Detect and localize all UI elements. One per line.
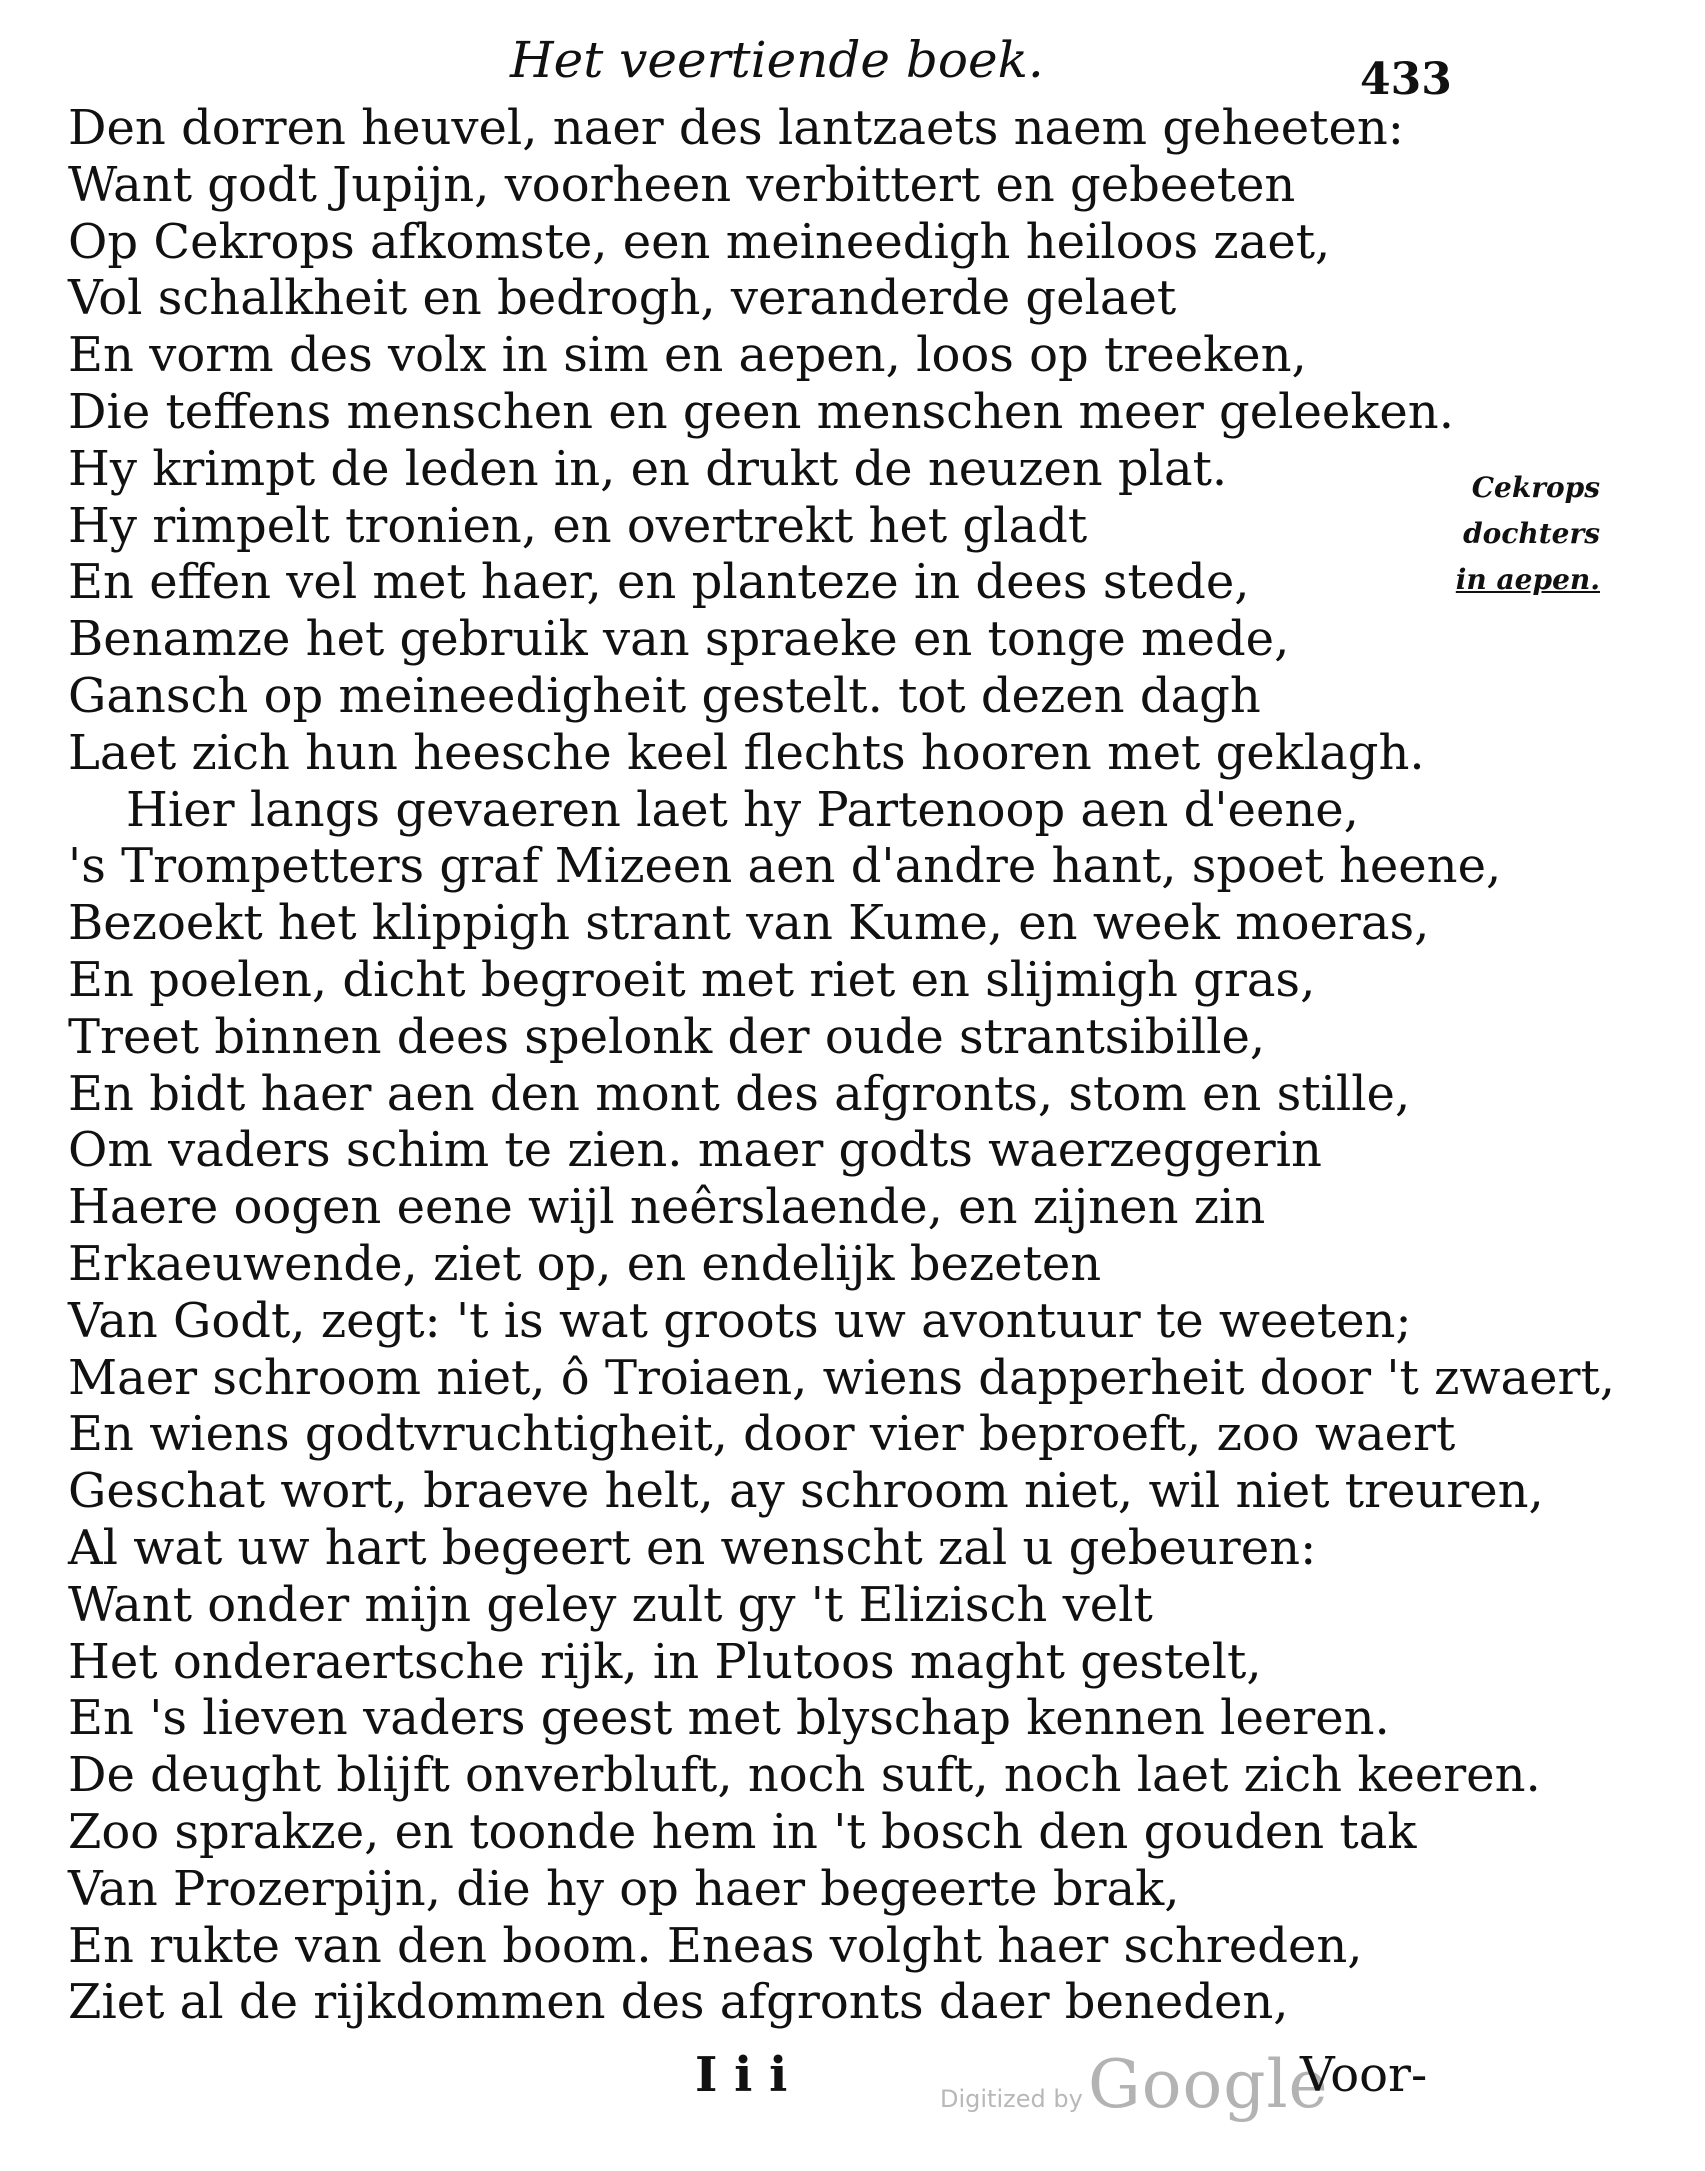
verse-line: Hy krimpt de leden in, en drukt de neuzen plat. [68,440,1228,497]
page-number: 433 [1360,54,1452,105]
verse-line: Van Prozerpijn, die hy op haer begeerte brak, [68,1860,1180,1917]
verse-line: Want godt Jupijn, voorheen verbittert en gebeeten [68,156,1296,213]
verse-line: 's Trompetters graf Mizeen aen d'andre hant, spoet heene, [68,838,1502,895]
verse-line: Gansch op meineedigheit gestelt. tot dezen dagh [68,667,1261,724]
verse-line: Ziet al de rijkdommen des afgronts daer beneden, [68,1974,1289,2031]
catchword: Voor- [1300,2047,1428,2103]
verse-line: Hy rimpelt tronien, en overtrekt het gladt [68,497,1088,554]
running-head-title: Het veertiende boek. [510,31,1044,89]
verse-line: Op Cekrops afkomste, een meineedigh heiloos zaet, [68,213,1331,270]
verse-body [68,100,1615,2031]
verse-line: Hier langs gevaeren laet hy Partenoop aen d'eene, [126,781,1359,838]
verse-line: En vorm des volx in sim en aepen, loos op treeken, [68,327,1307,384]
verse-line: En rukte van den boom. Eneas volght haer schreden, [68,1917,1363,1974]
verse-line: En effen vel met haer, en planteze in dees stede, [68,554,1250,611]
verse-line: Want onder mijn geley zult gy 't Elizisch velt [68,1576,1153,1633]
verse-line: En bidt haer aen den mont des afgronts, stom en stille, [68,1065,1411,1122]
verse-line: Al wat uw hart begeert en wenscht zal u gebeuren: [68,1519,1317,1576]
margin-note-line: in aepen. [1455,563,1600,596]
signature-mark: I i i [695,2047,788,2103]
verse-line: Den dorren heuvel, naer des lantzaets naem geheeten: [68,100,1404,156]
verse-line: Haere oogen eene wijl neêrslaende, en zijnen zin [68,1179,1266,1236]
verse-line: Van Godt, zegt: 't is wat groots uw avontuur te weeten; [68,1292,1412,1349]
verse-line: Erkaeuwende, ziet op, en endelijk bezeten [68,1235,1102,1292]
verse-line: Geschat wort, braeve helt, ay schroom niet, wil niet treuren, [68,1463,1544,1520]
verse-line: Vol schalkheit en bedrogh, veranderde gelaet [68,270,1177,327]
digitized-by-label: Digitized by [940,2085,1083,2113]
verse-line: De deught blijft onverbluft, noch suft, noch laet zich keeren. [68,1747,1541,1804]
margin-note-line: dochters [1463,517,1600,550]
margin-note-line: Cekrops [1471,471,1600,504]
google-logo: Google [1088,2046,1329,2123]
verse-line: En 's lieven vaders geest met blyschap kennen leeren. [68,1690,1390,1747]
verse-line: Zoo sprakze, en toonde hem in 't bosch den gouden tak [68,1803,1417,1860]
verse-line: Bezoekt het klippigh strant van Kume, en week moeras, [68,895,1430,952]
verse-line: Benamze het gebruik van spraeke en tonge mede, [68,611,1290,668]
verse-line: En wiens godtvruchtigheit, door vier beproeft, zoo waert [68,1406,1456,1463]
verse-line: En poelen, dicht begroeit met riet en slijmigh gras, [68,951,1316,1008]
verse-line: Die teffens menschen en geen menschen meer geleeken. [68,383,1454,440]
verse-line: Maer schroom niet, ô Troiaen, wiens dapperheit door 't zwaert, [68,1349,1615,1406]
verse-line: Laet zich hun heesche keel flechts hooren met geklagh. [68,724,1425,781]
verse-line: Treet binnen dees spelonk der oude strantsibille, [68,1008,1266,1065]
verse-line: Het onderaertsche rijk, in Plutoos maght gestelt, [68,1633,1262,1690]
verse-line: Om vaders schim te zien. maer godts waerzeggerin [68,1122,1322,1179]
